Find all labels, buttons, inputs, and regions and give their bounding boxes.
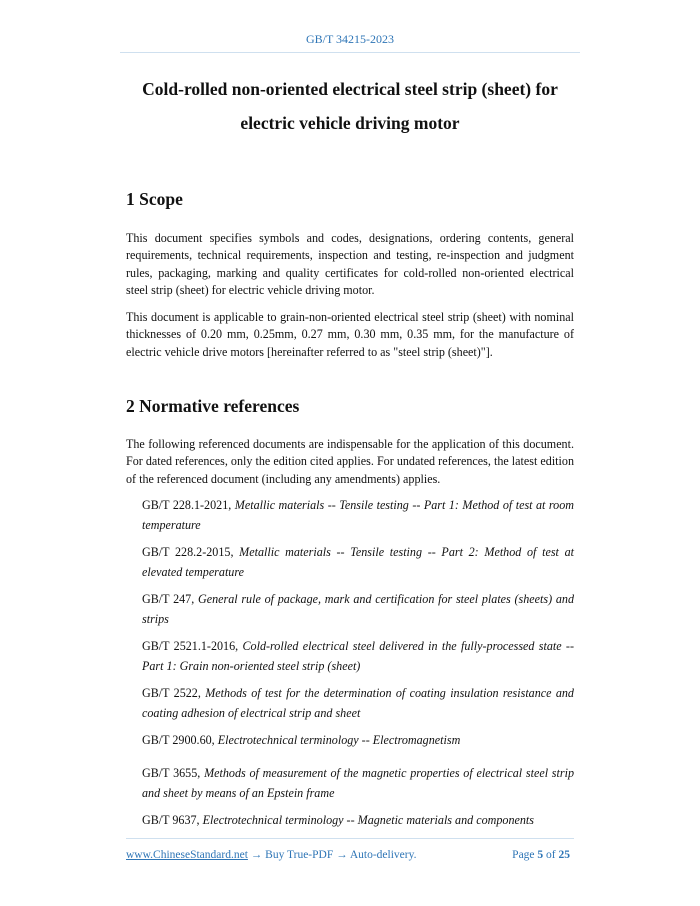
footer-tagline: → Buy True-PDF → Auto-delivery. [247, 849, 417, 861]
reference-title: Metallic materials -- Tensile testing -- Part 1: Method of test at room temperature [142, 498, 574, 532]
reference-title: General rule of package, mark and certification for steel plates (sheets) and strips [142, 592, 574, 626]
footer-divider [126, 838, 574, 839]
reference-item [142, 683, 574, 723]
page-total: 25 [558, 849, 570, 861]
reference-item [142, 763, 574, 803]
reference-title: Electrotechnical terminology -- Magnetic materials and components [202, 813, 534, 827]
page-indicator [512, 849, 570, 861]
references-intro: The following referenced documents are indispensable for the application of this document. For dated references, only the edition cited applies. For undated references, the latest edition of the referenced document (including any amendments) applies. [126, 437, 574, 486]
page-label: Page [512, 849, 535, 861]
reference-code: GB/T 9637, [142, 813, 203, 827]
scope-paragraph-1: This document specifies symbols and codes, designations, ordering contents, general requirements, technical requirements, inspection and testing, re-inspection and judgment rules, packaging, marking and quality certificates for cold-rolled non-oriented electrical steel strip (sheet) for electric vehicle driving motor. [126, 231, 574, 297]
page-of: of [546, 849, 556, 861]
reference-code: GB/T 247, [142, 592, 198, 606]
chinesestandard-link[interactable]: www.ChineseStandard.net [126, 849, 248, 861]
title-line-1: Cold-rolled non-oriented electrical steel strip (sheet) for [142, 79, 558, 99]
reference-code: GB/T 228.1-2021, [142, 498, 235, 512]
reference-item [142, 810, 574, 830]
section-heading-normative-references: 2 Normative references [126, 396, 300, 416]
reference-title: Methods of test for the determination of coating insulation resistance and coating adhesion of electrical strip and sheet [142, 686, 574, 720]
section-heading-scope: 1 Scope [126, 189, 183, 209]
reference-item [142, 542, 574, 582]
reference-code: GB/T 228.2-2015, [142, 545, 240, 559]
reference-title: Cold-rolled electrical steel delivered in the fully-processed state -- Part 1: Grain non-oriented steel strip (sheet) [142, 639, 574, 673]
reference-item [142, 730, 574, 750]
scope-paragraph-2: This document is applicable to grain-non-oriented electrical steel strip (sheet) with nominal thicknesses of 0.20 mm, 0.25mm, 0.27 mm, 0.30 mm, 0.35 mm, for the manufacture of electric vehicle drive motors [hereinafter referred to as "steel strip (sheet)"]. [126, 310, 574, 359]
reference-title: Methods of measurement of the magnetic properties of electrical steel strip and sheet by means of an Epstein frame [142, 766, 574, 800]
document-title [100, 72, 600, 140]
page-current: 5 [537, 849, 544, 861]
reference-title: Metallic materials -- Tensile testing -- Part 2: Method of test at elevated temperature [142, 545, 574, 579]
reference-title: Electrotechnical terminology -- Electromagnetism [217, 733, 461, 747]
reference-item [142, 495, 574, 535]
reference-code: GB/T 2521.1-2016, [142, 639, 243, 653]
reference-item [142, 636, 574, 676]
reference-code: GB/T 2900.60, [142, 733, 218, 747]
reference-code: GB/T 3655, [142, 766, 205, 780]
reference-code: GB/T 2522, [142, 686, 206, 700]
page-footer [126, 849, 574, 861]
document-code-header: GB/T 34215-2023 [305, 32, 395, 46]
header-divider [120, 52, 580, 53]
title-line-2: electric vehicle driving motor [240, 113, 460, 133]
reference-item [142, 589, 574, 629]
